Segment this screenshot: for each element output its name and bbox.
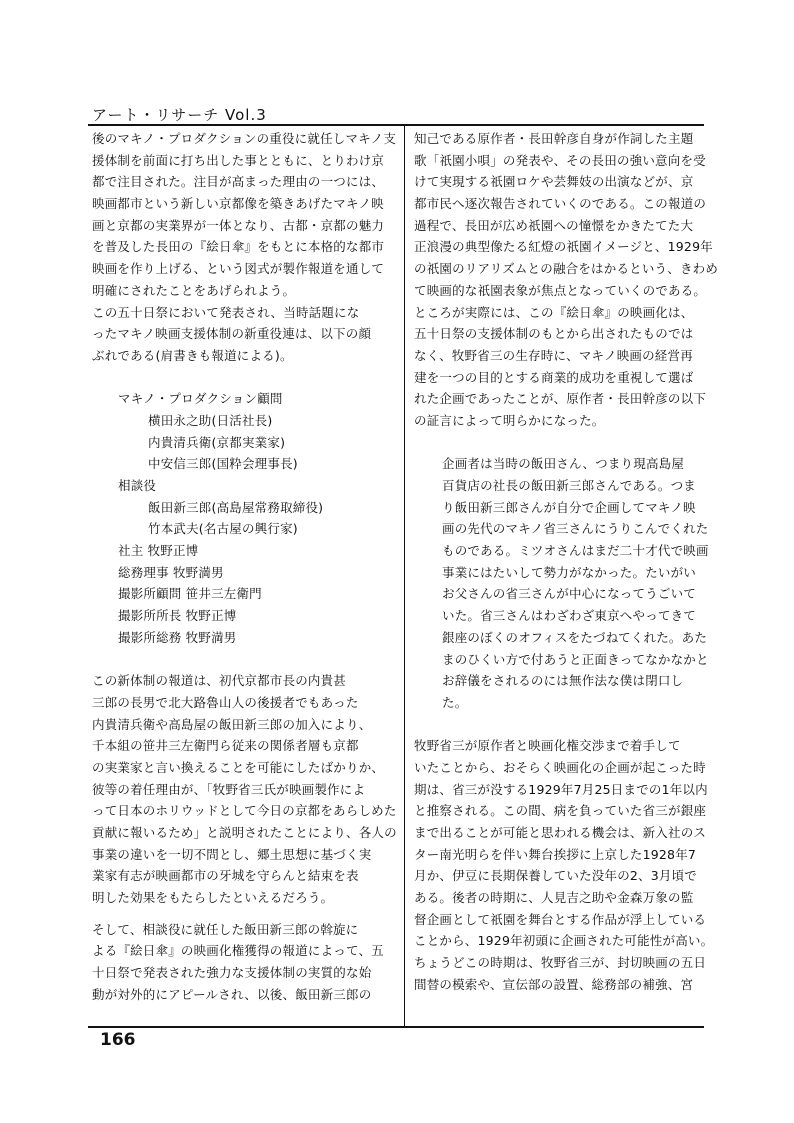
running-header: アート・リサーチ Vol.3 <box>92 106 267 124</box>
text-line: の実業家と言い換えることを可能にしたばかりか、 <box>92 759 385 775</box>
text-line: 画の先代のマキノ省三さんにうりこんでくれた <box>442 521 709 537</box>
text-line: 歌「祇園小唄」の発表や、その長田の強い意向を受 <box>414 152 706 168</box>
staff-roster <box>92 388 392 648</box>
text-line: 動が対外的にアピールされ、以後、飯田新三郎の <box>92 986 372 1002</box>
text-line: いたことから、おそらく映画化の企画が起こった時 <box>414 759 706 775</box>
text-line: 事業の違いを一切不問とし、郷土思想に基づく実 <box>92 846 372 862</box>
text-line: 業家有志が映画都市の牙城を守らんと結束を表 <box>92 868 359 884</box>
text-line: 牧野省三が原作者と映画化権交渉まで着手して <box>414 738 681 754</box>
text-line: 十日祭で発表された強力な支援体制の実質的な始 <box>92 965 372 981</box>
text-line: 銀座のぼくのオフィスをたづねてくれた。あた <box>442 629 708 645</box>
text-line: ター南光明らを伴い舞台挨拶に上京した1928年7 <box>414 846 697 862</box>
text-line: 正浪漫の典型像たる紅燈の祇園イメージと、1929年 <box>414 239 713 255</box>
text-line: た。 <box>442 694 468 710</box>
text-line: 都で注目された。注目が高まった理由の一つには、 <box>92 174 385 190</box>
text-line: ことから、1929年初頭に企画された可能性が高い。 <box>414 933 714 949</box>
roster-entry: 中安信三郎(国粋会理事長) <box>148 456 298 472</box>
text-line: ある。後者の時期に、人見吉之助や金森万象の監 <box>414 890 694 906</box>
text-line: って日本のホリウッドとして今日の京都をあらしめた <box>92 803 397 819</box>
text-line: 知己である原作者・長田幹彦自身が作詞した主題 <box>414 131 694 146</box>
roster-entry: 相談役 <box>118 478 157 493</box>
text-line: 建を一つの目的とする商業的成功を重視して選ば <box>414 369 694 385</box>
text-line: 企画者は当時の飯田さん、つまり現高島屋 <box>442 456 685 472</box>
right-paragraph-1 <box>414 128 719 302</box>
text-line: 映画を作り上げる、という図式が製作報道を通して <box>92 261 385 277</box>
text-line: 援体制を前面に打ち出した事とともに、とりわけ京 <box>92 152 385 168</box>
text-line: ところが実際には、この『絵日傘』の映画化は、 <box>414 304 694 320</box>
text-line: 後のマキノ・プロダクションの重役に就任しマキノ支 <box>92 131 397 146</box>
text-line: 明確にされたことをあげられよう。 <box>92 282 296 298</box>
text-line: ったマキノ映画支援体制の新重役連は、以下の顔 <box>92 326 372 342</box>
left-paragraph-2 <box>92 302 392 367</box>
text-line: 千本組の笹井三左衛門ら従来の関係者層も京都 <box>92 738 359 754</box>
roster-entry: 撮影所総務 牧野満男 <box>118 629 237 645</box>
text-line: 督企画として祇園を舞台とする作品が浮上している <box>414 911 707 927</box>
text-line: お辞儀をされるのには無作法な僕は閉口し <box>442 673 684 689</box>
text-line: いた。省三さんはわざわざ東京へやってきて <box>442 608 697 624</box>
footer-rule <box>88 1026 704 1028</box>
text-line: 三郎の長男で北大路魯山人の後援者でもあった <box>92 694 359 710</box>
text-line: 貢献に報いるため」と説明されたことにより、各人の <box>92 825 397 840</box>
left-paragraph-3 <box>92 670 397 909</box>
header-rule <box>88 124 704 126</box>
text-line: よる『絵日傘』の映画化権獲得の報道によって、五 <box>92 943 384 959</box>
text-line: ちょうどこの時期は、牧野省三が、封切映画の五日 <box>414 955 707 971</box>
text-line: お父さんの省三さんが中心になってうごいて <box>442 586 697 602</box>
text-line: まのひくい方で付あうと正面きってなかなかと <box>442 651 709 667</box>
roster-entry: マキノ・プロダクション顧問 <box>118 391 283 407</box>
text-line: ぶれである(肩書きも報道による)。 <box>92 347 293 363</box>
text-line: 彼等の着任理由が、「牧野省三氏が映画製作によ <box>92 781 366 797</box>
text-line: 百貨店の社長の飯田新三郎さんである。つま <box>442 478 697 493</box>
roster-entry: 横田永之助(日活社長) <box>148 412 273 428</box>
text-line: 画と京都の実業界が一体となり、古都・京都の魅力 <box>92 217 385 233</box>
roster-entry: 総務理事 牧野満男 <box>118 564 224 580</box>
right-paragraph-3 <box>414 735 714 995</box>
text-line: まで出ることが可能と思われる機会は、新入社のス <box>414 825 707 840</box>
text-line: を普及した長田の『絵日傘』をもとに本格的な都市 <box>92 239 385 255</box>
text-line: 間替の模索や、宣伝部の設置、総務部の補強、宮 <box>414 976 694 992</box>
text-line: なく、牧野省三の生存時に、マキノ映画の経営再 <box>414 347 693 363</box>
text-line: この新体制の報道は、初代京都市長の内貴甚 <box>92 673 347 689</box>
text-line: 過程で、長田が広め祇園への憧憬をかきたてた大 <box>414 217 694 233</box>
text-line: そして、相談役に就任した飯田新三郎の斡旋に <box>92 921 359 937</box>
roster-entry: 撮影所顧問 笹井三左衛門 <box>118 586 262 602</box>
roster-entry: 飯田新三郎(高島屋常務取締役) <box>148 499 324 515</box>
text-line: て映画的な祇園表象が焦点となっていくのである。 <box>414 282 707 298</box>
roster-entry: 社主 牧野正博 <box>118 543 199 559</box>
block-quote <box>414 453 709 713</box>
text-line: と推察される。この間、病を負っていた省三が銀座 <box>414 803 707 819</box>
text-line: 五十日祭の支援体制のもとから出されたものでは <box>414 326 694 342</box>
roster-entry: 内貴清兵衛(京都実業家) <box>148 434 286 450</box>
text-line: 都市民へ逐次報告されていくのである。この報道の <box>414 196 707 212</box>
left-paragraph-1 <box>92 128 397 302</box>
text-line: 事業にはたいして勢力がなかった。たいがい <box>442 564 697 580</box>
page-number: 166 <box>100 1030 136 1050</box>
left-column <box>92 128 397 1006</box>
text-line: 内貴清兵衛や高島屋の飯田新三郎の加入により、 <box>92 716 372 732</box>
roster-entry: 撮影所所長 牧野正博 <box>118 608 237 624</box>
column-divider <box>404 124 405 1027</box>
right-paragraph-2 <box>414 302 704 432</box>
text-line: 期は、省三が没する1929年7月25日までの1年以内 <box>414 781 708 797</box>
text-line: り飯田新三郎さんが自分で企画してマキノ映 <box>442 499 696 515</box>
text-line: れた企画であったことが、原作者・長田幹彦の以下 <box>414 391 706 407</box>
text-line: の祇園のリアリズムとの融合をはかるという、きわめ <box>414 261 719 277</box>
text-line: の証言によって明らかになった。 <box>414 412 605 428</box>
text-line: 月か、伊豆に長期保養していた没年の2、3月頃で <box>414 868 698 884</box>
text-line: 明した効果をもたらしたといえるだろう。 <box>92 890 334 906</box>
text-line: この五十日祭において発表され、当時話題にな <box>92 304 360 320</box>
right-column <box>414 128 719 996</box>
text-line: けて実現する祇園ロケや芸舞妓の出演などが、京 <box>414 174 694 190</box>
roster-entry: 竹本武夫(名古屋の興行家) <box>148 521 298 537</box>
text-line: 映画都市という新しい京都像を築きあげたマキノ映 <box>92 196 384 212</box>
left-paragraph-4 <box>92 919 392 1006</box>
text-line: ものである。ミツオさんはまだ二十才代で映画 <box>442 543 709 559</box>
